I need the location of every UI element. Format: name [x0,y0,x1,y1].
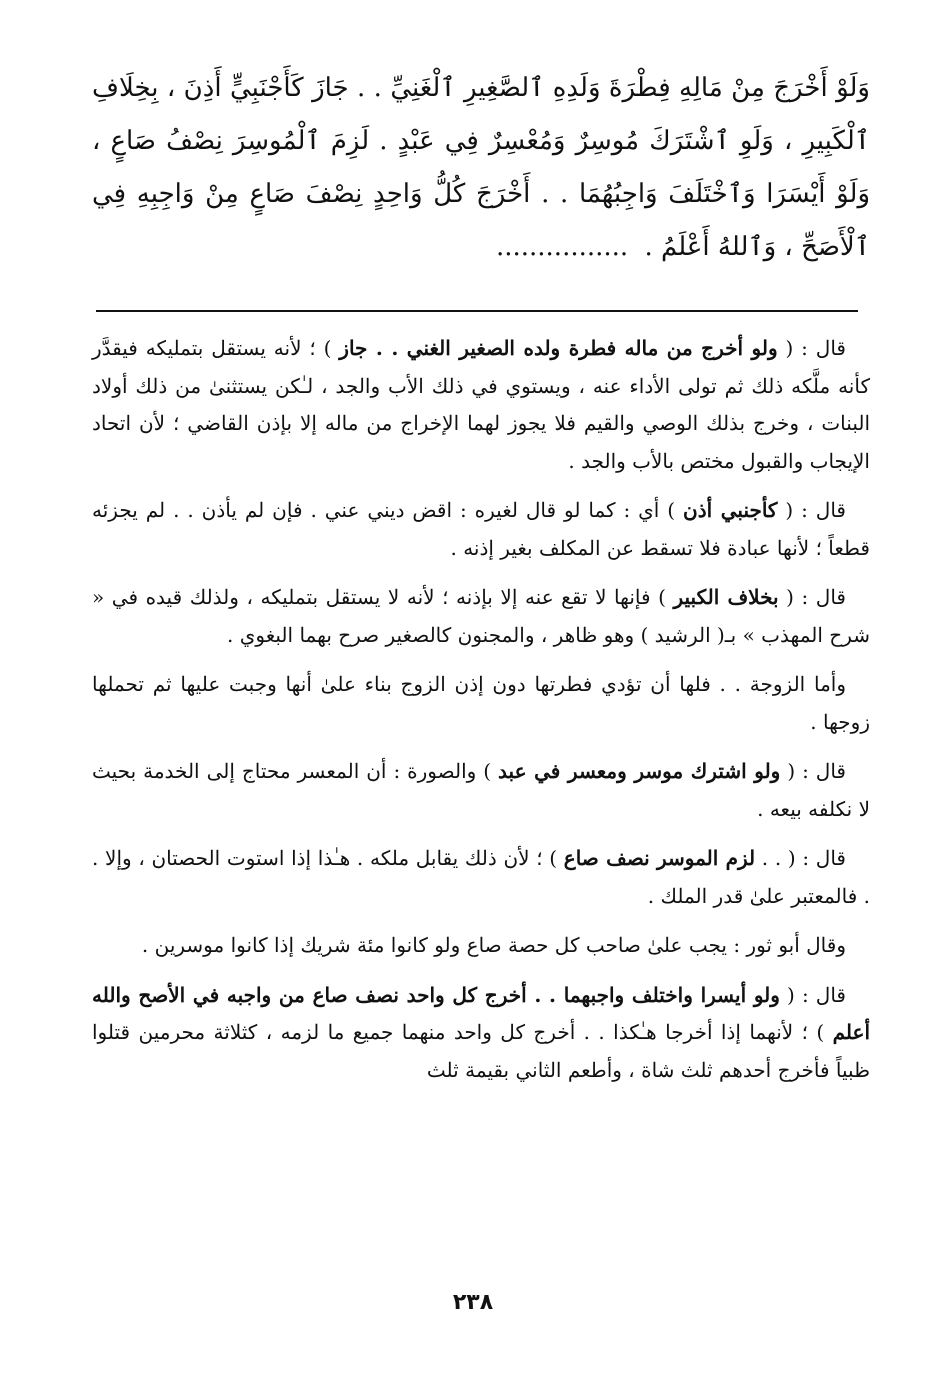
sharh-paragraph [92,666,870,741]
commentary-text: ) ؛ لأنه يستقل بتمليكه فيقدَّر كأنه ملَّكه ذلك ثم تولى الأداء عنه ، ويستوي في ذلك الأب والجد ، لـٰكن يستثنىٰ من ذلك أولاد البنات ، وخرج بذلك الوصي والقيم فلا يجوز لهما الإخراج من ماله إلا بإذن القاضي ؛ لأن اتحاد الإيجاب والقبول مختص بالأب والجد . [92,336,870,473]
quote-open: قال : ( . . [755,846,846,870]
sharh-paragraph [92,977,870,1090]
quoted-matn: بخلاف الكبير [673,585,779,609]
commentary-text: ) والصورة : أن المعسر محتاج إلى الخدمة بحيث لا نكلفه بيعه . [92,759,870,821]
sharh-paragraph [92,492,870,567]
quote-open: قال : ( [779,982,846,1007]
commentary-text: ) أي : كما لو قال لغيره : اقض ديني عني . فإن لم يأذن . . لم يجزئه قطعاً ؛ لأنها عبادة فلا تسقط عن المكلف بغير إذنه . [92,498,870,560]
sharh-paragraph [92,330,870,480]
quote-open: قال : ( [777,498,846,522]
sharh-paragraph [92,753,870,828]
matn-body: وَلَوْ أَخْرَجَ مِنْ مَالِهِ فِطْرَةَ وَلَدِهِ ٱلصَّغِيرِ ٱلْغَنِيِّ . . جَازَ كَأَجْنَبِيٍّ أَذِنَ ، بِخِلَافِ ٱلْكَبِيرِ ، وَلَوِ ٱشْتَرَكَ مُوسِرٌ وَمُعْسِرٌ فِي عَبْدٍ . لَزِمَ ٱلْمُوسِرَ نِصْفُ صَاعٍ ، وَلَوْ أَيْسَرَا وَٱخْتَلَفَ وَاجِبُهُمَا . . أَخْرَجَ كُلُّ وَاحِدٍ نِصْفَ صَاعٍ مِنْ وَاجِبِهِ فِي ٱلْأَصَحِّ ، وَٱللهُ أَعْلَمُ . [92,73,870,262]
commentary-text: ) ؛ لأنهما إذا أخرجا هـٰكذا . . أخرج كل واحد منهما جميع ما لزمه ، كثلاثة محرمين قتلوا ظبياً فأخرج أحدهم ثلث شاة ، وأطعم الثاني بقيمة ثلث [92,1020,870,1082]
matn-block [92,62,870,274]
commentary-text: وقال أبو ثور : يجب علىٰ صاحب كل حصة صاع ولو كانوا مئة شريك إذا كانوا موسرين . [141,933,846,957]
quoted-matn: ولو اشترك موسر ومعسر في عبد [498,759,781,783]
sharh-paragraph [92,840,870,915]
page-number: ٢٣٨ [452,1290,494,1315]
commentary-text: ) ؛ لأن ذلك يقابل ملكه . هـٰذا إذا استوت الحصتان ، وإلا . . فالمعتبر علىٰ قدر الملك . [92,846,870,908]
footnote-divider [96,310,858,312]
commentary-text: وأما الزوجة . . فلها أن تؤدي فطرتها دون إذن الزوج بناء علىٰ أنها وجبت عليها ثم تحملها زوجها . [92,672,870,734]
commentary-text: ) فإنها لا تقع عنه إلا بإذنه ؛ لأنه لا يستقل بتمليكه ، ولذلك قيده في « شرح المهذب » بـ( الرشيد ) وهو ظاهر ، والمجنون كالصغير صرح بهما البغوي . [92,585,870,647]
quote-open: قال : ( [778,585,846,609]
matn-dots: ................ [495,232,629,262]
sharh-paragraph [92,579,870,654]
quote-open: قال : ( [777,336,846,360]
quote-open: قال : ( [780,759,846,783]
quoted-matn: كأجنبي أذن [683,498,778,522]
quoted-matn: لزم الموسر نصف صاع [563,846,756,870]
quoted-matn: ولو أيسرا واختلف واجبهما . . أخرج كل واحد نصف صاع من واجبه في الأصح والله أعلم [92,982,870,1044]
sharh-paragraph [92,927,870,965]
matn-text [92,62,870,274]
quoted-matn: ولو أخرج من ماله فطرة ولده الصغير الغني . . جاز [339,336,778,360]
sharh-block [92,330,870,1101]
